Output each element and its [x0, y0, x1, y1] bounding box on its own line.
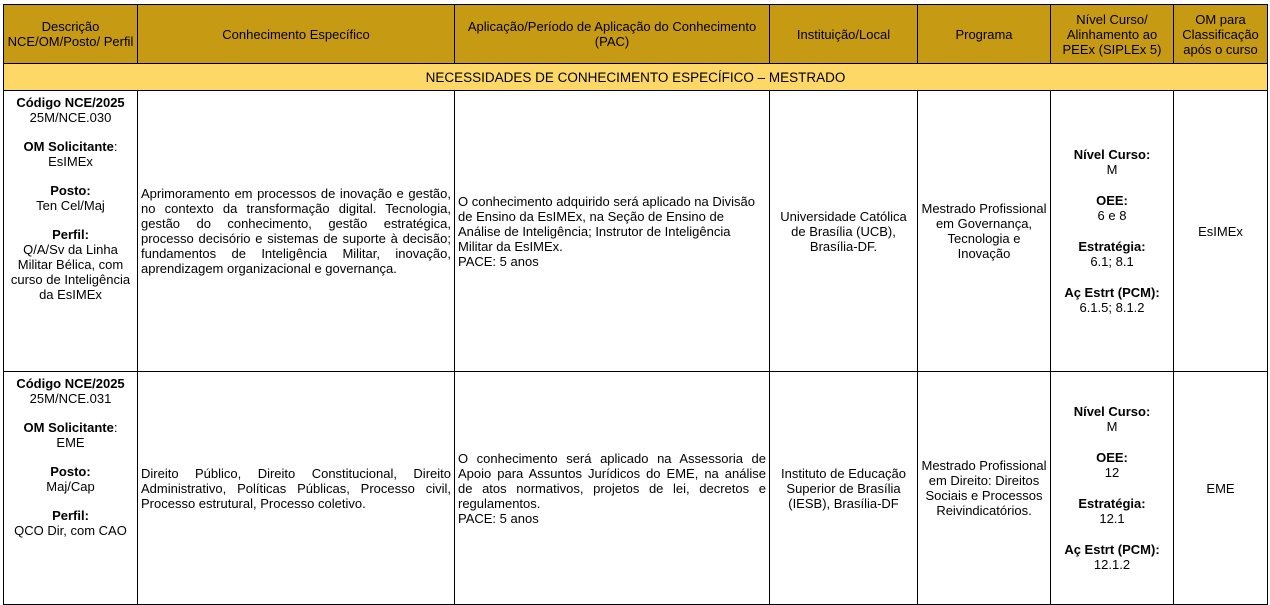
- oee-value: 6 e 8: [1097, 208, 1127, 223]
- estrategia-label: Estratégia:: [1078, 239, 1146, 254]
- header-programa: Programa: [918, 5, 1051, 64]
- oee-label: OEE:: [1096, 193, 1128, 208]
- descricao-cell: Código NCE/2025 25M/NCE.030 OM Solicitante: EsIMEx Posto: Ten Cel/Maj Perfil: Q/A/Sv da Linha Militar Bélica, com curso de Inteligência da EsIMEx: [4, 91, 138, 372]
- om-classificacao-cell: EsIMEx: [1174, 91, 1268, 372]
- om-value: EsIMEx: [48, 154, 93, 169]
- posto-label: Posto:: [50, 183, 91, 198]
- nivel-label: Nível Curso:: [1073, 404, 1151, 419]
- aplicacao-text: O conhecimento adquirido será aplicado na Divisão de Ensino da EsIMEx, na Seção de Ensino de Análise de Inteligência; Instrutor de Inteligência Militar da EsIMEx.: [458, 193, 756, 254]
- acestrt-value: 12.1.2: [1093, 557, 1131, 572]
- acestrt-value: 6.1.5; 8.1.2: [1079, 300, 1145, 315]
- codigo-value: 25M/NCE.031: [29, 391, 112, 406]
- header-aplicacao: Aplicação/Período de Aplicação do Conhecimento (PAC): [455, 5, 770, 64]
- om-label: OM Solicitante: [23, 420, 114, 435]
- aplicacao-cell: [455, 91, 770, 372]
- aplicacao-cell: [455, 372, 770, 605]
- perfil-value: QCO Dir, com CAO: [14, 523, 127, 538]
- header-descricao: Descrição NCE/OM/Posto/ Perfil: [4, 5, 138, 64]
- nivel-cell: [1051, 91, 1174, 372]
- estrategia-value: 6.1; 8.1: [1090, 254, 1134, 269]
- estrategia-value: 12.1: [1099, 511, 1125, 526]
- estrategia-label: Estratégia:: [1078, 496, 1146, 511]
- instituicao-cell: Universidade Católica de Brasília (UCB), Brasília-DF.: [770, 91, 918, 372]
- header-instituicao: Instituição/Local: [770, 5, 918, 64]
- descricao-cell: Código NCE/2025 25M/NCE.031 OM Solicitante: EME Posto: Maj/Cap Perfil: QCO Dir, com CAO: [4, 372, 138, 605]
- perfil-label: Perfil:: [52, 227, 89, 242]
- pace-text: PACE: 5 anos: [458, 510, 539, 526]
- oee-label: OEE:: [1096, 450, 1128, 465]
- table-row: [4, 91, 1268, 372]
- nce-table: [3, 4, 1268, 605]
- table-row: [4, 372, 1268, 605]
- codigo-label: Código NCE/2025: [16, 95, 125, 110]
- acestrt-label: Aç Estrt (PCM):: [1064, 542, 1160, 557]
- section-row: [4, 64, 1268, 91]
- conhecimento-cell: Direito Público, Direito Constitucional, Direito Administrativo, Políticas Públicas, Processo civil, Processo estrutural, Processo coletivo.: [138, 372, 455, 605]
- codigo-value: 25M/NCE.030: [29, 110, 112, 125]
- programa-cell: Mestrado Profissional em Direito: Direitos Sociais e Processos Reivindicatórios.: [918, 372, 1051, 605]
- nivel-cell: [1051, 372, 1174, 605]
- header-conhecimento: Conhecimento Específico: [138, 5, 455, 64]
- conhecimento-cell: Aprimoramento em processos de inovação e gestão, no contexto da transformação digital. Tecnologia, gestão do conhecimento, gestão estratégica, processo decisório e sistemas de suporte à decisão; fundamentos de Inteligência Militar, inovação, aprendizagem organizacional e governança.: [138, 91, 455, 372]
- programa-cell: Mestrado Profissional em Governança, Tecnologia e Inovação: [918, 91, 1051, 372]
- nivel-value: M: [1106, 162, 1118, 177]
- header-row: [4, 5, 1268, 64]
- oee-value: 12: [1104, 465, 1120, 480]
- header-om-classificacao: OM para Classificação após o curso: [1174, 5, 1268, 64]
- nivel-label: Nível Curso:: [1073, 147, 1151, 162]
- posto-label: Posto:: [50, 464, 91, 479]
- header-nivel: Nível Curso/ Alinhamento ao PEEx (SIPLEx 5): [1051, 5, 1174, 64]
- aplicacao-text: O conhecimento será aplicado na Assessoria de Apoio para Assuntos Jurídicos do EME, na análise de atos normativos, projetos de lei, decretos e regulamentos.: [458, 450, 766, 511]
- posto-value: Ten Cel/Maj: [36, 198, 105, 213]
- posto-value: Maj/Cap: [46, 479, 95, 494]
- instituicao-cell: Instituto de Educação Superior de Brasília (IESB), Brasília-DF: [770, 372, 918, 605]
- nivel-value: M: [1106, 419, 1118, 434]
- om-classificacao-cell: EME: [1174, 372, 1268, 605]
- section-title: NECESSIDADES DE CONHECIMENTO ESPECÍFICO – MESTRADO: [4, 64, 1268, 91]
- acestrt-label: Aç Estrt (PCM):: [1064, 285, 1160, 300]
- codigo-label: Código NCE/2025: [16, 376, 125, 391]
- pace-text: PACE: 5 anos: [458, 253, 539, 269]
- om-label: OM Solicitante: [23, 139, 114, 154]
- perfil-value: Q/A/Sv da Linha Militar Bélica, com curso de Inteligência da EsIMEx: [10, 242, 131, 302]
- perfil-label: Perfil:: [52, 508, 89, 523]
- om-value: EME: [56, 435, 85, 450]
